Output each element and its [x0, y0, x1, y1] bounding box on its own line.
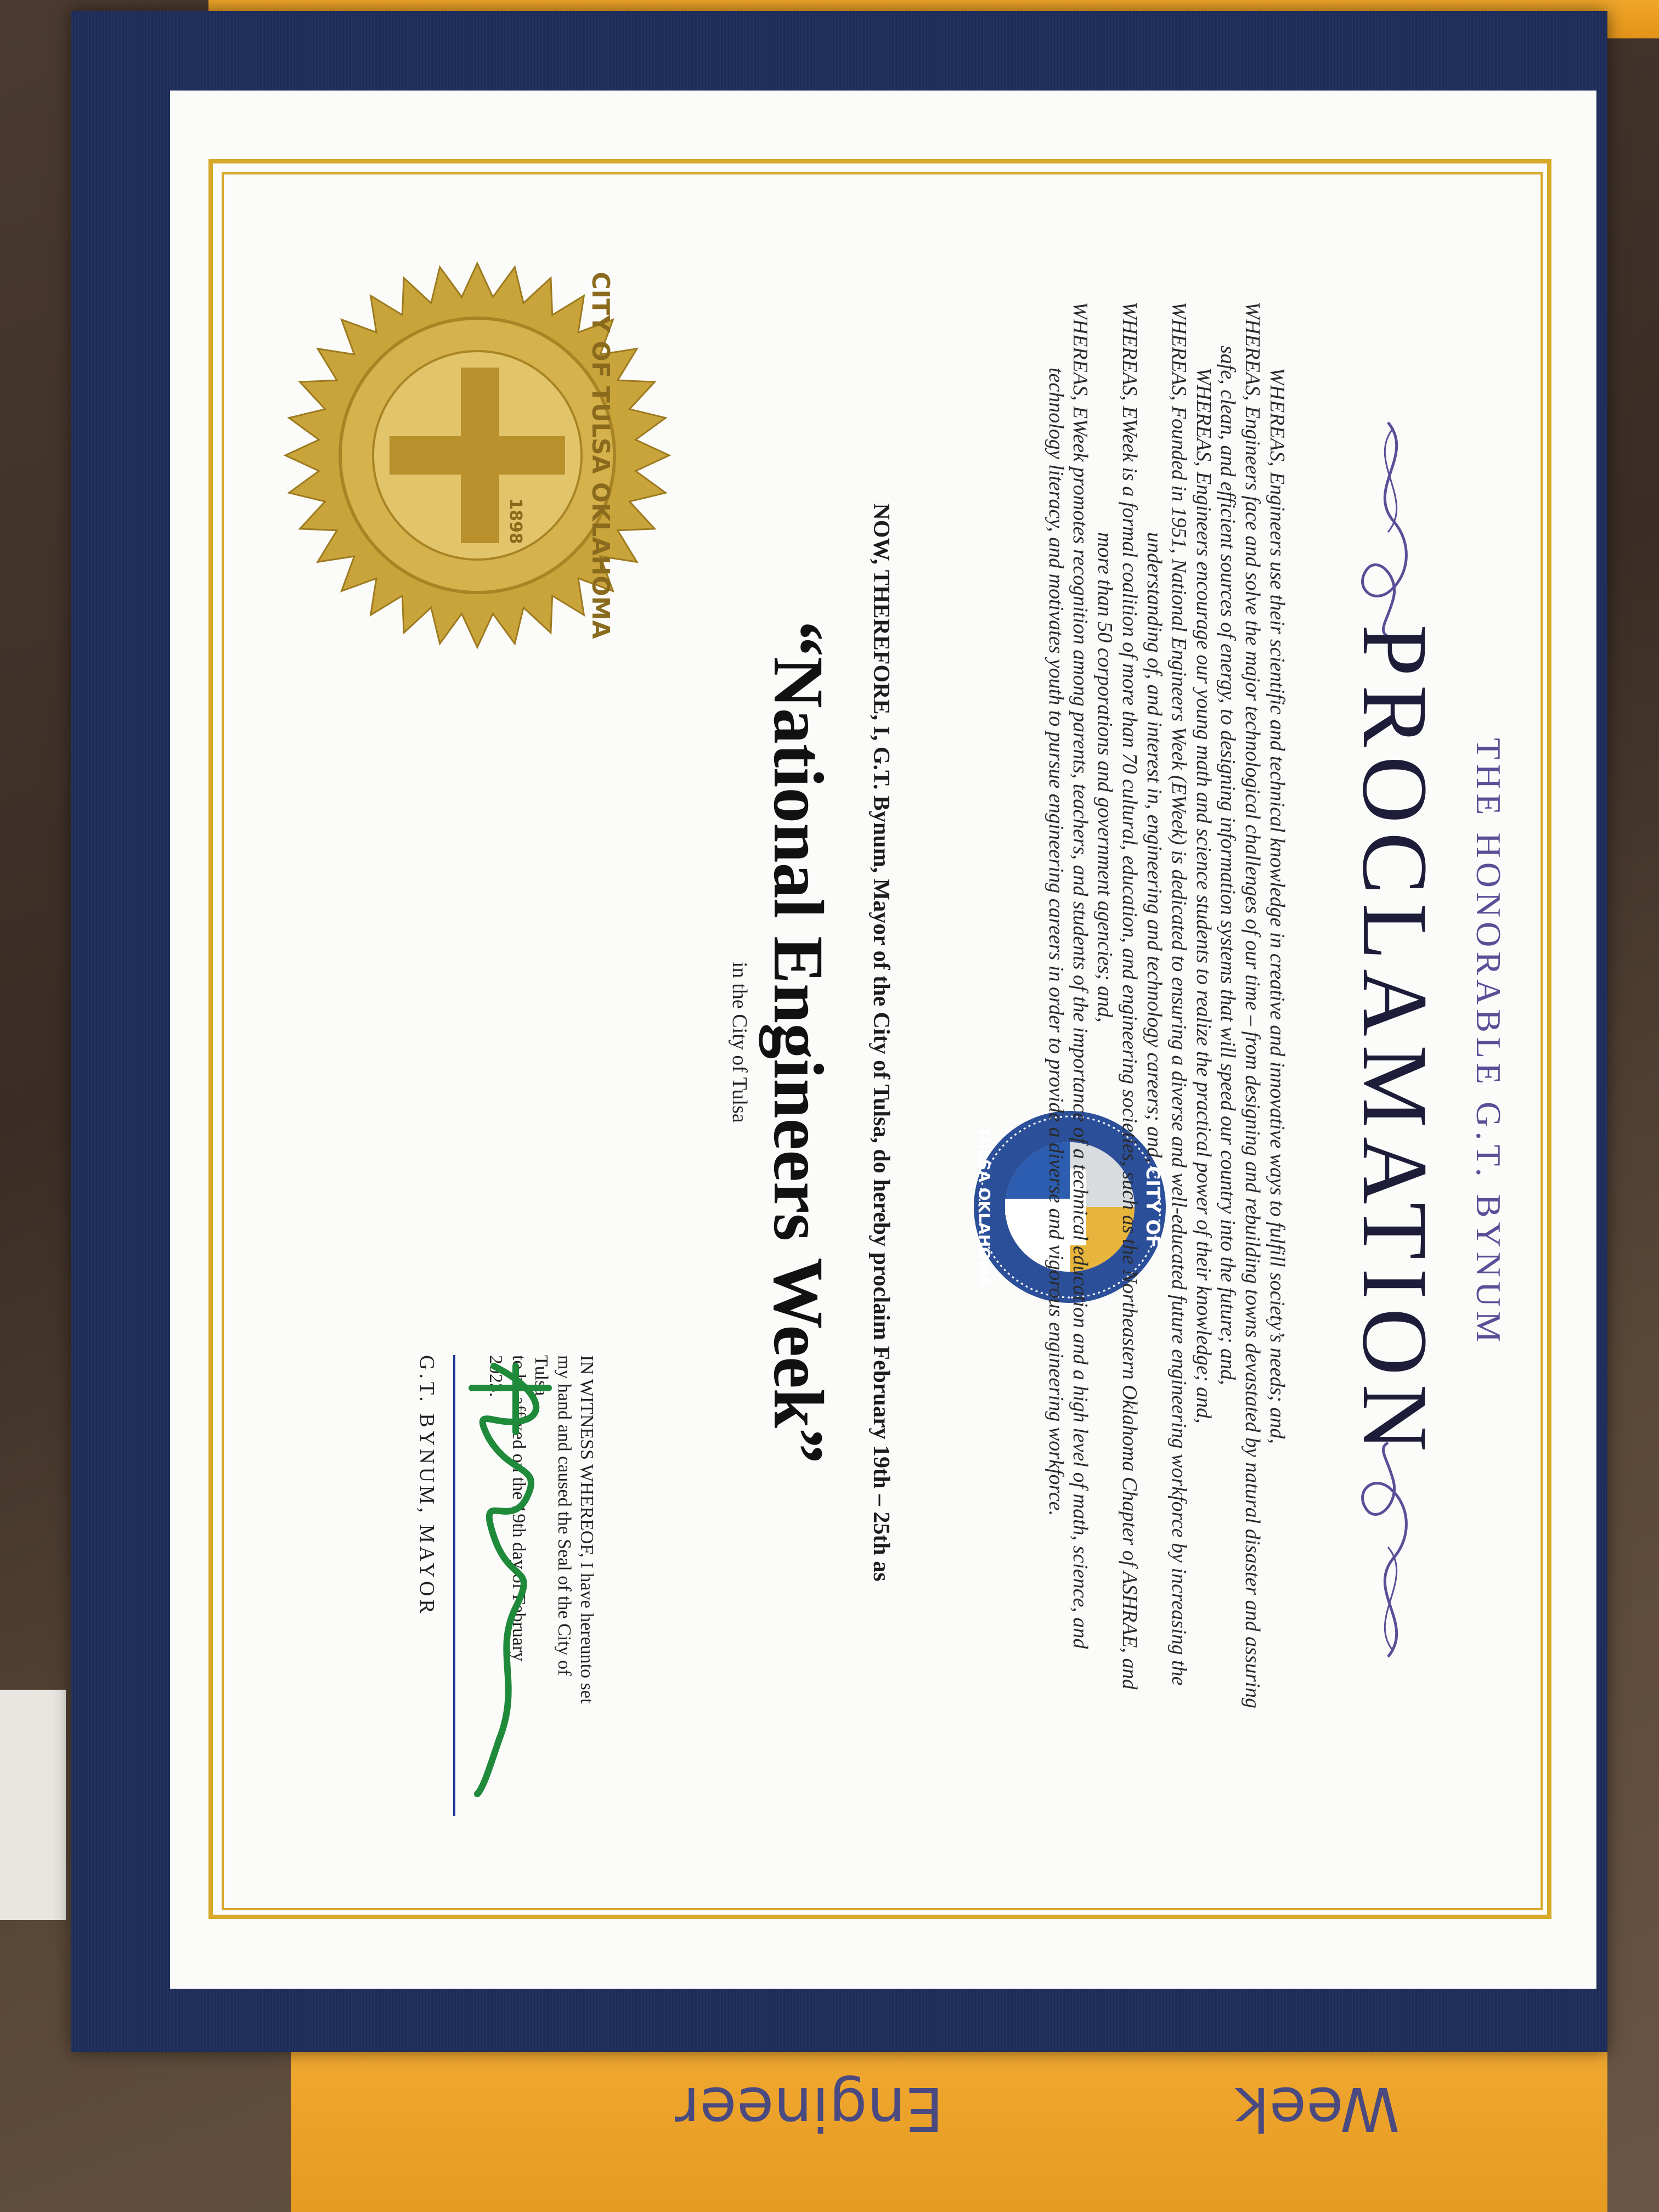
in-city-text: in the City of Tulsa — [728, 962, 751, 1123]
handwritten-note-2: Week — [1234, 2074, 1400, 2144]
honorable-heading: THE HONORABLE G.T. BYNUM — [1469, 738, 1508, 1347]
whereas-line: more than 50 corporations and government agencies; and, — [1093, 532, 1117, 1023]
witness-line: IN WITNESS WHEREOF, I have hereunto set — [577, 1355, 597, 1704]
background-wall — [0, 1690, 66, 1920]
proclaim-statement: NOW, THEREFORE, I, G.T. Bynum, Mayor of the City of Tulsa, do hereby proclaim February 19th – 25th as — [868, 503, 894, 1582]
whereas-line: WHEREAS, Engineers face and solve the major technological challenges of our time – from designing and rebuilding towns devastated by natural disaster and assuring — [1241, 302, 1265, 1708]
whereas-line: WHEREAS, Engineers encourage our young math and science students to realize the practical power of their knowledge; and, — [1192, 368, 1215, 1424]
witness-line: to be affixed on the 19th day of February 2023. — [486, 1355, 529, 1662]
whereas-line: WHEREAS, EWeek is a formal coalition of more than 70 cultural, education, and engineering societies, such as the Northeastern Oklahoma Chapter of ASHRAE, and — [1118, 302, 1142, 1690]
gold-seal-year: 1898 — [506, 498, 525, 544]
certificate-content — [225, 176, 1542, 1909]
certificate-paper — [170, 91, 1596, 1989]
witness-line: my hand and caused the Seal of the City of Tulsa — [531, 1355, 574, 1676]
proclamation-title: PROCLAMATION — [1344, 624, 1447, 1460]
whereas-line: WHEREAS, Founded in 1951, National Engineers Week (EWeek) is dedicated to ensuring a diverse and well-educated future engineering workforce by increasing the — [1167, 302, 1190, 1686]
whereas-clauses — [1043, 302, 1289, 1728]
seal-top-text: CITY OF — [1142, 1166, 1164, 1248]
handwritten-note: Engineer — [675, 2074, 944, 2144]
whereas-line: technology literacy, and motivates youth to pursue engineering careers in order to provide a diverse and vigorous engineering workforce. — [1044, 368, 1068, 1516]
whereas-line: WHEREAS, EWeek promotes recognition among parents, teachers, and students of the importance of a technical education and a high level of math, science, and — [1069, 302, 1092, 1649]
whereas-line: understanding of, and interest in, engineering and technology careers; and, — [1142, 532, 1166, 1163]
gold-seal-text: CITY OF TULSA OKLAHOMA — [586, 272, 614, 639]
flourish-right-icon — [1339, 1437, 1448, 1668]
mayor-signature — [450, 1355, 571, 1805]
signer-name: G.T. BYNUM, MAYOR — [415, 1355, 438, 1617]
gold-embossed-seal-icon — [280, 258, 675, 653]
whereas-line: safe, clean, and efficient sources of energy, to designing information systems that will speed our country into the future; and, — [1216, 346, 1240, 1385]
orange-folder-bottom — [291, 2052, 1607, 2212]
whereas-line: WHEREAS, Engineers use their scientific and technical knowledge in creative and innovative ways to fulfill society’s needs; and, — [1266, 368, 1289, 1444]
event-headline: “National Engineers Week” — [759, 620, 838, 1464]
signature-line — [453, 1355, 455, 1816]
seal-bottom-text: TULSA OKLAHOMA — [975, 1126, 994, 1288]
